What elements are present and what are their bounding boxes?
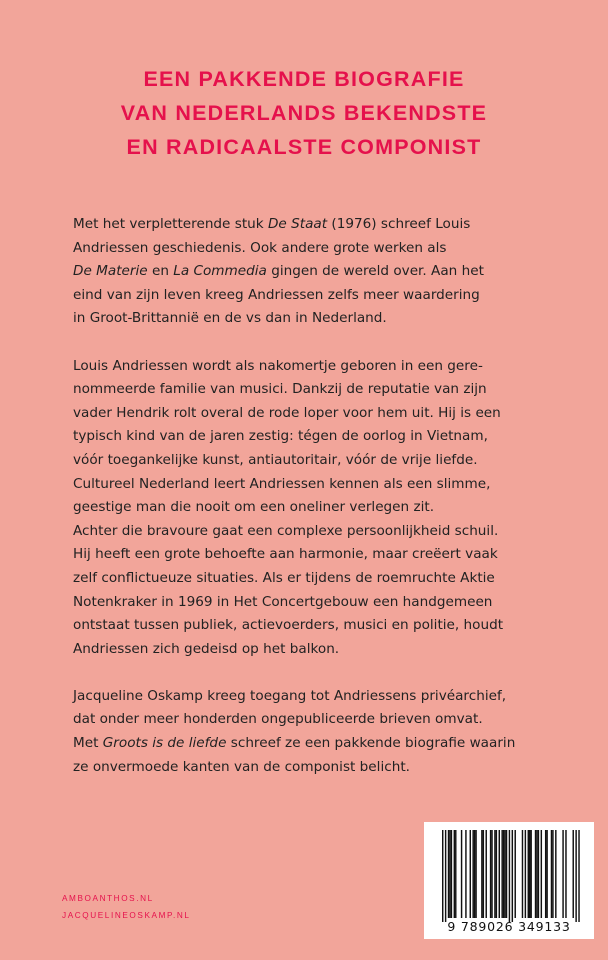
barcode-bar [512, 830, 513, 922]
text-run: (1976) schreef Louis [327, 216, 471, 232]
headline-line: VAN NEDERLANDS BEKENDSTE [120, 101, 488, 125]
text-line: Notenkraker in 1969 in Het Concertgebouw een handgemeen [73, 593, 493, 610]
barcode-bar [562, 830, 563, 918]
text-line: Achter die bravoure gaat een complexe persoonlijkheid schuil. [73, 522, 499, 539]
text-line: geestige man die nooit om een oneliner verlegen zit. [73, 499, 435, 516]
barcode-bar [535, 830, 536, 918]
barcode-bar [528, 830, 529, 918]
barcode-bar [515, 830, 516, 918]
text-run: Met [73, 735, 103, 752]
text-line: nommeerde familie van musici. Dankzij de reputatie van zijn [73, 381, 487, 398]
barcode-bar [454, 830, 455, 918]
text-line: vóór toegankelijke kunst, antiautoritair, vóór de vrije liefde. [73, 451, 478, 468]
barcode-bar [442, 830, 443, 922]
barcode-bar [552, 830, 553, 918]
text-line [73, 260, 573, 284]
text-line: zelf conflictueuze situaties. Als er tijdens de roemruchte Aktie [73, 569, 495, 586]
barcode-bar [504, 830, 505, 918]
text-run: gingen de wereld over. Aan het [266, 263, 484, 280]
barcode-bar [578, 830, 579, 922]
barcode-bar [565, 830, 566, 918]
barcode-bar [573, 830, 574, 918]
barcode-bar [491, 830, 492, 918]
barcode-bar [545, 830, 546, 918]
barcode-bar [449, 830, 450, 918]
text-line: ze onvermoede kanten van de componist belicht. [73, 758, 410, 775]
barcode-bar [470, 830, 471, 918]
barcode-bar [474, 830, 475, 918]
barcode-bar [536, 830, 537, 918]
text-line: Andriessen zich gedeisd op het balkon. [73, 640, 340, 657]
barcode-bar [575, 830, 576, 922]
title-de-materie: De Materie [73, 263, 148, 280]
barcode-bar [472, 830, 473, 918]
text-run: en [147, 263, 174, 280]
barcode-bar [481, 830, 482, 918]
text-line: typisch kind van de jaren zestig: tégen de oorlog in Vietnam, [73, 428, 488, 445]
headline-line: EEN PAKKENDE BIOGRAFIE [143, 67, 465, 91]
barcode-bar [525, 830, 526, 918]
barcode-bar [448, 830, 449, 918]
text-line: Cultureel Nederland leert Andriessen kennen als een slimme, [73, 475, 491, 492]
title-de-staat: De Staat [267, 216, 328, 232]
paragraph-3 [73, 685, 573, 779]
text-line: eind van zijn leven kreeg Andriessen zelfs meer waardering [73, 286, 480, 303]
text-line: ontstaat tussen publiek, actievoerders, musici en politie, houdt [73, 617, 504, 634]
text-line: Jacqueline Oskamp kreeg toegang tot Andriessens privéarchief, [73, 687, 507, 704]
text-run: Met het verpletterende stuk [73, 216, 268, 232]
barcode-bar [496, 830, 497, 918]
text-line: Andriessen geschiedenis. Ook andere grote werken als [73, 239, 447, 256]
barcode-bar [486, 830, 487, 918]
barcode-bar [522, 830, 523, 918]
barcode-bar [455, 830, 456, 918]
text-line: Hij heeft een grote behoefte aan harmonie, maar creëert vaak [73, 546, 498, 563]
author-website-link[interactable]: JACQUELINEOSKAMP.NL [62, 911, 191, 920]
barcode-bar [490, 830, 491, 918]
barcode-bar [451, 830, 452, 918]
barcode-bar [494, 830, 495, 918]
publisher-website-link[interactable]: AMBOANTHOS.NL [62, 894, 154, 903]
barcode-bar [475, 830, 476, 918]
barcode-bars [424, 822, 594, 922]
isbn-number: 9 789026 349133 [447, 919, 571, 934]
barcode-bar [530, 830, 531, 918]
barcode-bar [529, 830, 530, 918]
barcode-bar [555, 830, 556, 918]
text-line [73, 732, 573, 756]
headline [0, 62, 608, 164]
barcode-bar [461, 830, 462, 918]
barcode-bar [465, 830, 466, 918]
paragraph-1 [73, 213, 573, 331]
barcode-bar [538, 830, 539, 918]
barcode-bar [551, 830, 552, 918]
barcode-bar [499, 830, 500, 918]
blurb [73, 213, 573, 803]
barcode-bar [546, 830, 547, 918]
barcode-bar [483, 830, 484, 918]
barcode [424, 822, 594, 939]
text-run: schreef ze een pakkende biografie waarin [226, 735, 516, 752]
title-la-commedia: La Commedia [173, 263, 267, 280]
text-line: dat onder meer honderden ongepubliceerde brieven omvat. [73, 711, 483, 728]
text-line: vader Hendrik rolt overal de rode loper voor hem uit. Hij is een [73, 404, 501, 421]
barcode-bar [445, 830, 446, 922]
paragraph-2 [73, 355, 573, 662]
text-line: in Groot-Brittannië en de vs dan in Nederland. [73, 310, 387, 327]
website-links [62, 890, 191, 924]
text-line: Louis Andriessen wordt als nakomertje geboren in een gere- [73, 357, 483, 374]
barcode-bar [501, 830, 502, 918]
barcode-bar [506, 830, 507, 918]
text-line [73, 213, 573, 237]
title-groots-is-de-liefde: Groots is de liefde [102, 735, 227, 752]
headline-line: EN RADICAALSTE COMPONIST [126, 135, 482, 159]
barcode-bar [503, 830, 504, 918]
barcode-bar [509, 830, 510, 922]
barcode-bar [541, 830, 542, 918]
